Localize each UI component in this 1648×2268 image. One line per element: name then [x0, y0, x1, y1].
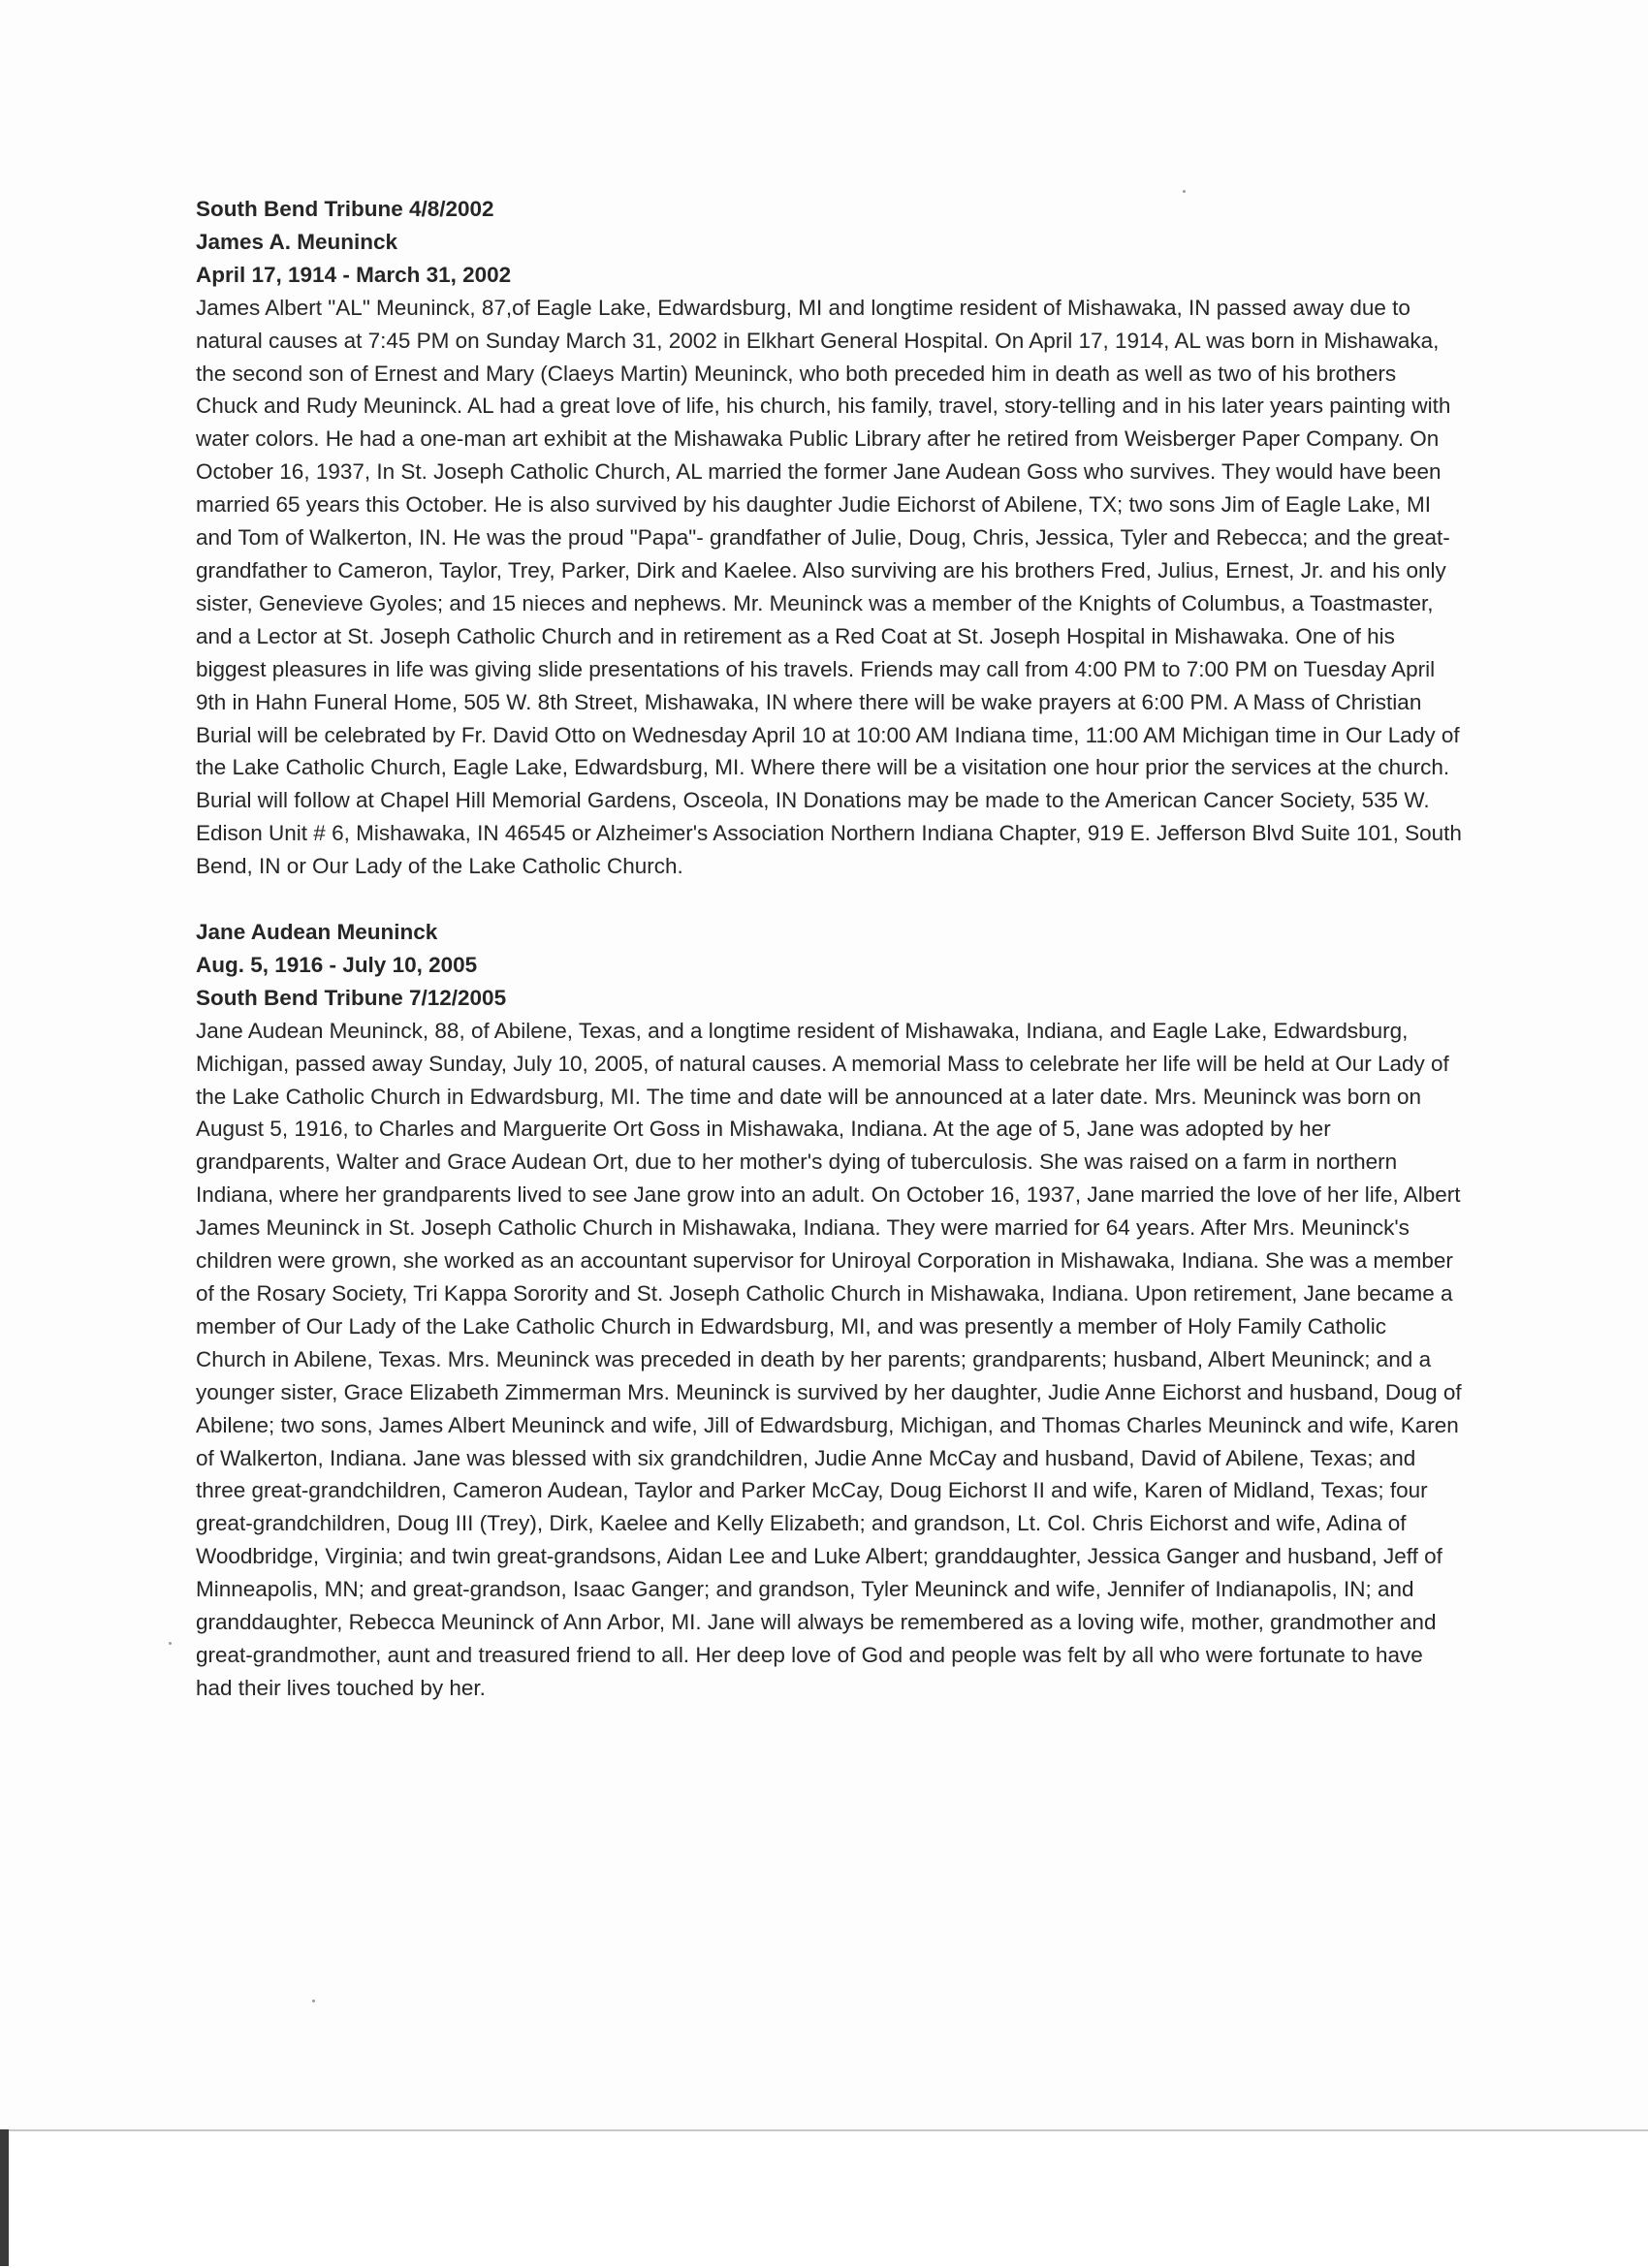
obituary-name: James A. Meuninck [196, 229, 397, 254]
obituary-document [196, 193, 1462, 1705]
obituary-dates: Aug. 5, 1916 - July 10, 2005 [196, 952, 478, 977]
obituary-dates: April 17, 1914 - March 31, 2002 [196, 262, 512, 287]
scanner-edge-shadow [0, 2129, 9, 2266]
obituary-jane-meuninck [196, 916, 1462, 1705]
obituary-james-meuninck [196, 193, 1462, 883]
obituary-body: James Albert "AL" Meuninck, 87,of Eagle Lake, Edwardsburg, MI and longtime resident of Mishawaka, IN passed away due to natural causes at 7:45 PM on Sunday March 31, 2002 in Elkhart General Hospital. On April 17, 1914, AL was born in Mishawaka, the second son of Ernest and Mary (Claeys Martin) Meuninck, who both preceded him in death as well as two of his brothers Chuck and Rudy Meuninck. AL had a great love of life, his church, his family, travel, story-telling and in his later years painting with water colors. He had a one-man art exhibit at the Mishawaka Public Library after he retired from Weisberger Paper Company. On October 16, 1937, In St. Joseph Catholic Church, AL married the former Jane Audean Goss who survives. They would have been married 65 years this October. He is also survived by his daughter Judie Eichorst of Abilene, TX; two sons Jim of Eagle Lake, MI and Tom of Walkerton, IN. He was the proud "Papa"- grandfather of Julie, Doug, Chris, Jessica, Tyler and Rebecca; and the great-grandfather to Cameron, Taylor, Trey, Parker, Dirk and Kaelee. Also surviving are his brothers Fred, Julius, Ernest, Jr. and his only sister, Genevieve Gyoles; and 15 nieces and nephews. Mr. Meuninck was a member of the Knights of Columbus, a Toastmaster, and a Lector at St. Joseph Catholic Church and in retirement as a Red Coat at St. Joseph Hospital in Mishawaka. One of his biggest pleasures in life was giving slide presentations of his travels. Friends may call from 4:00 PM to 7:00 PM on Tuesday April 9th in Hahn Funeral Home, 505 W. 8th Street, Mishawaka, IN where there will be wake prayers at 6:00 PM. A Mass of Christian Burial will be celebrated by Fr. David Otto on Wednesday April 10 at 10:00 AM Indiana time, 11:00 AM Michigan time in Our Lady of the Lake Catholic Church, Eagle Lake, Edwardsburg, MI. Where there will be a visitation one hour prior the services at the church. Burial will follow at Chapel Hill Memorial Gardens, Osceola, IN Donations may be made to the American Cancer Society, 535 W. Edison Unit # 6, Mishawaka, IN 46545 or Alzheimer's Association Northern Indiana Chapter, 919 E. Jefferson Blvd Suite 101, South Bend, IN or Our Lady of the Lake Catholic Church. [196, 295, 1462, 879]
scan-speck [1183, 190, 1186, 193]
scanner-bed-strip [0, 2129, 1648, 2268]
scan-speck [312, 2000, 315, 2002]
scan-speck [169, 1642, 172, 1645]
obituary-source: South Bend Tribune 7/12/2005 [196, 985, 507, 1010]
obituary-source: South Bend Tribune 4/8/2002 [196, 197, 494, 221]
obituary-body: Jane Audean Meuninck, 88, of Abilene, Texas, and a longtime resident of Mishawaka, Indiana, and Eagle Lake, Edwardsburg, Michigan, passed away Sunday, July 10, 2005, of natural causes. A memorial Mass to celebrate her life will be held at Our Lady of the Lake Catholic Church in Edwardsburg, MI. The time and date will be announced at a later date. Mrs. Meuninck was born on August 5, 1916, to Charles and Marguerite Ort Goss in Mishawaka, Indiana. At the age of 5, Jane was adopted by her grandparents, Walter and Grace Audean Ort, due to her mother's dying of tuberculosis. She was raised on a farm in northern Indiana, where her grandparents lived to see Jane grow into an adult. On October 16, 1937, Jane married the love of her life, Albert James Meuninck in St. Joseph Catholic Church in Mishawaka, Indiana. They were married for 64 years. After Mrs. Meuninck's children were grown, she worked as an accountant supervisor for Uniroyal Corporation in Mishawaka, Indiana. She was a member of the Rosary Society, Tri Kappa Sorority and St. Joseph Catholic Church in Mishawaka, Indiana. Upon retirement, Jane became a member of Our Lady of the Lake Catholic Church in Edwardsburg, MI, and was presently a member of Holy Family Catholic Church in Abilene, Texas. Mrs. Meuninck was preceded in death by her parents; grandparents; husband, Albert Meuninck; and a younger sister, Grace Elizabeth Zimmerman Mrs. Meuninck is survived by her daughter, Judie Anne Eichorst and husband, Doug of Abilene; two sons, James Albert Meuninck and wife, Jill of Edwardsburg, Michigan, and Thomas Charles Meuninck and wife, Karen of Walkerton, Indiana. Jane was blessed with six grandchildren, Judie Anne McCay and husband, David of Abilene, Texas; and three great-grandchildren, Cameron Audean, Taylor and Parker McCay, Doug Eichorst II and wife, Karen of Midland, Texas; four great-grandchildren, Doug III (Trey), Dirk, Kaelee and Kelly Elizabeth; and grandson, Lt. Col. Chris Eichorst and wife, Adina of Woodbridge, Virginia; and twin great-grandsons, Aidan Lee and Luke Albert; granddaughter, Jessica Ganger and husband, Jeff of Minneapolis, MN; and great-grandson, Isaac Ganger; and grandson, Tyler Meuninck and wife, Jennifer of Indianapolis, IN; and granddaughter, Rebecca Meuninck of Ann Arbor, MI. Jane will always be remembered as a loving wife, mother, grandmother and great-grandmother, aunt and treasured friend to all. Her deep love of God and people was felt by all who were fortunate to have had their lives touched by her. [196, 1018, 1462, 1700]
obituary-name: Jane Audean Meuninck [196, 920, 438, 945]
